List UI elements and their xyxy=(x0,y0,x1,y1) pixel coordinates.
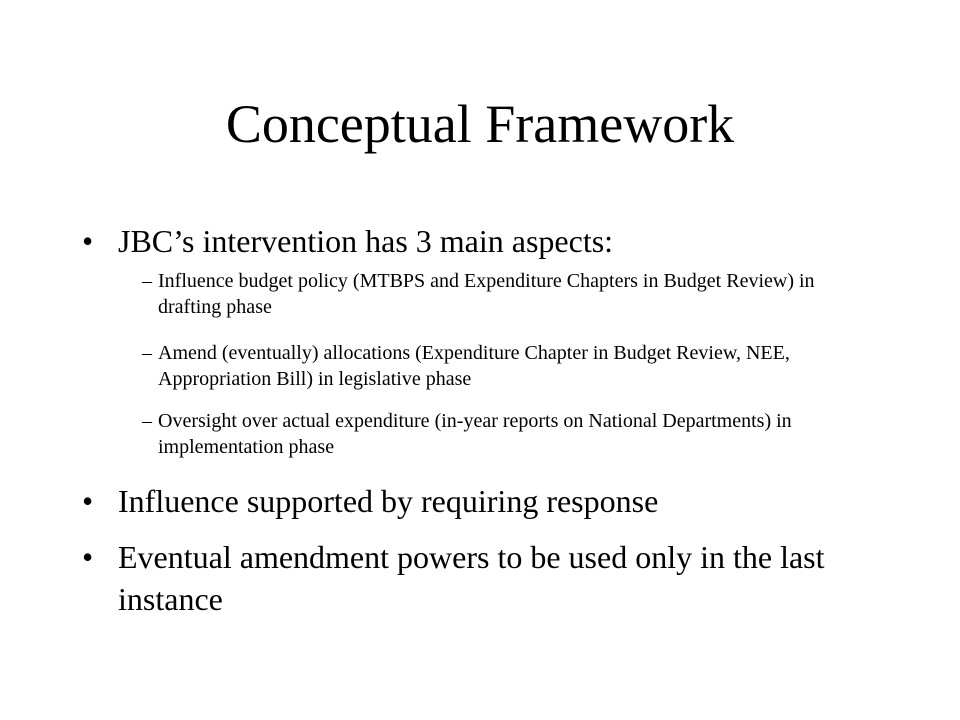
dash-icon: – xyxy=(142,342,152,364)
sub-item-text: Amend (eventually) allocations (Expenditure Chapter in Budget Review, NEE, Appropriation Bill) in legislative phase xyxy=(158,342,790,390)
bullet-icon: • xyxy=(82,223,94,259)
bullet-item xyxy=(82,220,882,262)
bullet-item xyxy=(82,480,882,522)
sub-item xyxy=(142,340,852,392)
bullet-text: Influence supported by requiring response xyxy=(118,483,659,519)
sub-item-text: Influence budget policy (MTBPS and Expenditure Chapters in Budget Review) in drafting phase xyxy=(158,270,815,318)
sub-item-text: Oversight over actual expenditure (in-year reports on National Departments) in implementation phase xyxy=(158,410,792,458)
sub-item xyxy=(142,408,852,460)
bullet-icon: • xyxy=(82,483,94,519)
slide-title: Conceptual Framework xyxy=(225,94,735,154)
dash-icon: – xyxy=(142,270,152,292)
bullet-icon: • xyxy=(82,539,94,575)
dash-icon: – xyxy=(142,410,152,432)
bullet-text: Eventual amendment powers to be used only in the last instance xyxy=(118,539,825,617)
bullet-text: JBC’s intervention has 3 main aspects: xyxy=(118,223,614,259)
bullet-item xyxy=(82,536,882,620)
sub-item xyxy=(142,268,852,320)
